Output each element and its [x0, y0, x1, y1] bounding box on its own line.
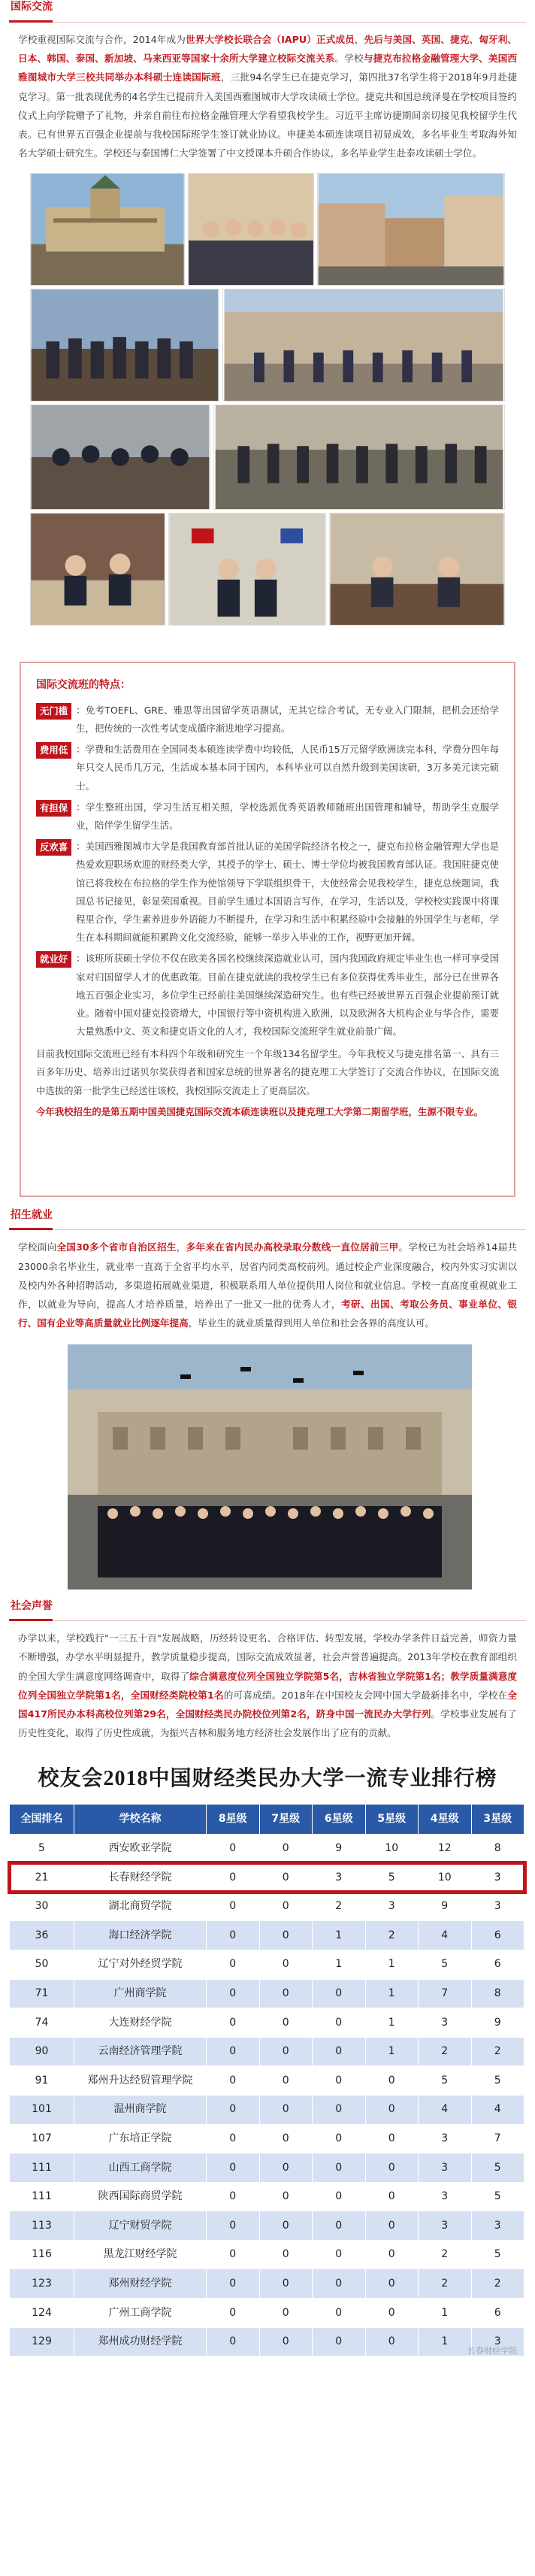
count-cell: 3: [419, 2153, 472, 2183]
school-cell: 广州商学院: [74, 1979, 207, 2008]
table-row: [10, 2037, 524, 2066]
count-cell: 7: [419, 1979, 472, 2008]
table-row: [10, 1950, 524, 1979]
count-cell: 1: [313, 1921, 366, 1950]
school-cell: 海口经济学院: [74, 1921, 207, 1950]
rank-cell: 123: [10, 2269, 74, 2299]
count-cell: 0: [259, 1950, 313, 1979]
photo-office-meeting: [329, 513, 505, 626]
rank-cell: 30: [10, 1892, 74, 1921]
table-row: [10, 2008, 524, 2038]
text-run: ，: [176, 1241, 186, 1253]
feature-item-threshold: [36, 702, 499, 738]
section-title: 招生就业: [9, 1205, 53, 1231]
count-cell: 0: [313, 2269, 366, 2299]
feature-text: ：免考TOEFL、GRE、雅思等出国留学英语测试，无其它综合考试，无专业入门限制，把机会还给学生，把传统的一次性考试变成循序渐进地学习提高。: [76, 704, 499, 735]
count-cell: 0: [207, 2269, 260, 2299]
col-3star: 3星级: [471, 1804, 524, 1834]
col-8star: 8星级: [207, 1804, 260, 1834]
photo-classroom: [30, 405, 210, 510]
admission-text: [18, 1238, 517, 1332]
feature-item-guarantee: [36, 799, 499, 835]
count-cell: 1: [313, 1950, 366, 1979]
count-cell: 0: [313, 2211, 366, 2241]
rank-cell: 124: [10, 2299, 74, 2328]
text-run: ，毕业生的就业质量得到用人单位和社会各界的高度认可。: [188, 1317, 435, 1329]
count-cell: 9: [471, 2008, 524, 2038]
col-4star: 4星级: [419, 1804, 472, 1834]
rank-cell: 5: [10, 1834, 74, 1863]
feature-text: ：学费和生活费用在全国同类本硕连读学费中均较低，人民币15万元留学欧洲读完本科，学费分四年每年只交人民币几万元，生活成本基本同于国内，本科毕业可以自然升级到美国读研，3万多美元读完硕士。: [76, 744, 499, 792]
school-cell: 广东培正学院: [74, 2124, 207, 2153]
count-cell: 0: [313, 2008, 366, 2038]
count-cell: 0: [259, 2182, 313, 2211]
count-cell: 0: [365, 2153, 419, 2183]
count-cell: 0: [207, 1892, 260, 1921]
school-cell: 湖北商贸学院: [74, 1892, 207, 1921]
highlight-text: 考研、出国、考取公务员、事业单位、银行、国有企业等高质量就业比例逐年提高: [18, 1298, 518, 1329]
col-6star: 6星级: [313, 1804, 366, 1834]
feature-enrollment-note: 今年我校招生的是第五期中国美国捷克国际交流本硕连读班以及捷克理工大学第二期留学班，生源不限专业。: [36, 1105, 483, 1117]
count-cell: 0: [259, 2299, 313, 2328]
school-cell: 云南经济管理学院: [74, 2037, 207, 2066]
count-cell: 0: [365, 2124, 419, 2153]
section-header-international: [9, 0, 526, 23]
col-7star: 7星级: [259, 1804, 313, 1834]
count-cell: 3: [471, 2211, 524, 2241]
section-title: 国际交流: [9, 0, 53, 23]
count-cell: 0: [207, 2211, 260, 2241]
photo-graduation: [68, 1344, 472, 1590]
highlight-text: 综合满意度位列全国独立学院第5名，吉林省独立学院第1名；教学质量满意度位列全国独立学院第1名，全国财经类院校第1名: [18, 1670, 517, 1701]
footer-space: [0, 2346, 535, 2364]
highlight-text: 全国417所民办本科高校位列第29名，全国财经类民办院校位列第2名，跻身中国一流民办大学行列: [18, 1689, 517, 1720]
table-row: [10, 2240, 524, 2269]
school-cell: 广州工商学院: [74, 2299, 207, 2328]
photo-castle: [30, 173, 185, 286]
count-cell: 0: [207, 1921, 260, 1950]
table-header-row: [10, 1804, 524, 1834]
school-cell: 陕西国际商贸学院: [74, 2182, 207, 2211]
table-row: [10, 2211, 524, 2241]
count-cell: 0: [313, 2327, 366, 2356]
count-cell: 2: [419, 2269, 472, 2299]
count-cell: 3: [419, 2124, 472, 2153]
count-cell: 0: [259, 1979, 313, 2008]
photo-square-group: [222, 289, 505, 402]
table-row: [10, 2095, 524, 2124]
count-cell: 2: [365, 1921, 419, 1950]
ranking-table-body: [10, 1834, 524, 2356]
count-cell: 0: [207, 2182, 260, 2211]
feature-tag: 就业好: [36, 951, 71, 968]
count-cell: 0: [207, 2153, 260, 2183]
count-cell: 0: [259, 2211, 313, 2241]
count-cell: 5: [471, 2066, 524, 2096]
count-cell: 0: [259, 2095, 313, 2124]
count-cell: 2: [419, 2037, 472, 2066]
count-cell: 3: [419, 2008, 472, 2038]
count-cell: 1: [419, 2327, 472, 2356]
count-cell: 0: [365, 2327, 419, 2356]
count-cell: 9: [313, 1834, 366, 1863]
feature-text: ：学生整班出国，学习生活互相关照，学校选派优秀英语教师随班出国管理和辅导，帮助学生克服学业，陪伴学生留学生活。: [76, 801, 499, 832]
count-cell: 2: [471, 2269, 524, 2299]
feature-item-employment: [36, 950, 499, 1041]
col-5star: 5星级: [365, 1804, 419, 1834]
count-cell: 1: [419, 2299, 472, 2328]
count-cell: 0: [365, 2095, 419, 2124]
count-cell: 4: [471, 2095, 524, 2124]
count-cell: 5: [419, 1950, 472, 1979]
table-row: [10, 1863, 524, 1893]
feature-text: ：该班所获硕士学位不仅在欧美各国名校继续深造就业认可，国内我国政府规定毕业生也一样可享受国家对归国留学人才的优惠政策。目前在捷克就读的我校学生已有多位获得优秀毕业生，部分已在世界各地五百强企业实习，多位学生已经前往美国继续深造研究生。也有些已经被世界五百强企业提前预订就业。随着中国对捷克投资增大，中国银行等中资机构进入欧洲，以及欧洲各大机构企业与华合作，需要大量熟悉中文、英文和捷克语文化的人才，我校国际交流班学生就业前景广阔。: [76, 953, 499, 1038]
ranking-title: 校友会2018中国财经类民办大学一流专业排行榜: [38, 1767, 497, 1791]
count-cell: 0: [259, 2066, 313, 2096]
rank-cell: 21: [10, 1863, 74, 1893]
count-cell: 0: [207, 2008, 260, 2038]
count-cell: 0: [207, 1863, 260, 1893]
highlight-text: 多年来在省内民办高校录取分数线一直位居前三甲: [186, 1241, 399, 1253]
count-cell: 9: [419, 1892, 472, 1921]
count-cell: 0: [259, 2124, 313, 2153]
count-cell: 0: [259, 1834, 313, 1863]
school-cell: 辽宁对外经贸学院: [74, 1950, 207, 1979]
feature-item-welcome: [36, 838, 499, 947]
count-cell: 8: [471, 1834, 524, 1863]
count-cell: 5: [471, 2240, 524, 2269]
count-cell: 12: [419, 1834, 472, 1863]
table-row: [10, 2327, 524, 2356]
count-cell: 10: [365, 1834, 419, 1863]
count-cell: 0: [207, 2066, 260, 2096]
section-header-reputation: [9, 1599, 526, 1621]
count-cell: 0: [259, 2240, 313, 2269]
count-cell: 0: [259, 2153, 313, 2183]
school-cell: 温州商学院: [74, 2095, 207, 2124]
table-row: [10, 2124, 524, 2153]
count-cell: 5: [419, 2066, 472, 2096]
rank-cell: 90: [10, 2037, 74, 2066]
count-cell: 0: [313, 2066, 366, 2096]
count-cell: 2: [471, 2037, 524, 2066]
photo-collage: [0, 173, 535, 639]
count-cell: 0: [365, 2269, 419, 2299]
count-cell: 3: [419, 2211, 472, 2241]
ranking-table: [9, 1804, 524, 2357]
feature-item-cost: [36, 741, 499, 796]
count-cell: 0: [313, 2095, 366, 2124]
count-cell: 0: [259, 1863, 313, 1893]
photo-campus-group: [213, 405, 505, 510]
school-cell: 郑州成功财经学院: [74, 2327, 207, 2356]
count-cell: 0: [313, 2299, 366, 2328]
watermark: 长春财经学院: [467, 2346, 517, 2356]
rank-cell: 111: [10, 2153, 74, 2183]
count-cell: 0: [313, 2124, 366, 2153]
col-rank: 全国排名: [10, 1804, 74, 1834]
count-cell: 1: [365, 1979, 419, 2008]
count-cell: 0: [259, 2327, 313, 2356]
count-cell: 8: [471, 1979, 524, 2008]
count-cell: 4: [419, 2095, 472, 2124]
table-row: [10, 2269, 524, 2299]
text-run: 。学校: [334, 53, 364, 65]
count-cell: 2: [419, 2240, 472, 2269]
photo-signing: [30, 513, 165, 626]
highlight-text: 全国30多个省市自治区招生: [56, 1241, 177, 1253]
rank-cell: 74: [10, 2008, 74, 2038]
section-title: 社会声誉: [9, 1596, 53, 1622]
text-run: 学校重视国际交流与合作，2014年成为: [18, 34, 186, 45]
school-cell: 黑龙江财经学院: [74, 2240, 207, 2269]
count-cell: 0: [207, 1950, 260, 1979]
count-cell: 0: [207, 2095, 260, 2124]
school-cell: 长春财经学院: [74, 1863, 207, 1893]
school-cell: 辽宁财贸学院: [74, 2211, 207, 2241]
count-cell: 0: [365, 2211, 419, 2241]
feature-tag: 有担保: [36, 800, 71, 817]
feature-tag: 无门槛: [36, 703, 71, 720]
text-run: 。学校事业发展有了历史性变化，取得了历史性成就，为振兴吉林和服务地方经济社会发展作出了应有的贡献。: [18, 1708, 517, 1739]
photo-flags-meeting: [168, 513, 326, 626]
rank-cell: 107: [10, 2124, 74, 2153]
count-cell: 0: [207, 2327, 260, 2356]
count-cell: 0: [313, 2182, 366, 2211]
table-row: [10, 1921, 524, 1950]
count-cell: 7: [471, 2124, 524, 2153]
count-cell: 6: [471, 1921, 524, 1950]
rank-cell: 101: [10, 2095, 74, 2124]
count-cell: 0: [365, 2240, 419, 2269]
count-cell: 6: [471, 1950, 524, 1979]
photo-group-indoor: [188, 173, 314, 286]
count-cell: 0: [365, 2066, 419, 2096]
count-cell: 0: [365, 2299, 419, 2328]
count-cell: 3: [313, 1863, 366, 1893]
text-run: 。学校已为社会培养14届共23000余名毕业生，就业率一直高于全省平均水平，居省内同类高校前列。通过校企产业深度融合，校内外实习实训以及校内外各种招聘活动，多渠道拓展就业渠道，积极联系用人单位提供用人岗位和就业信息。学校一直高度重视就业工作，以就业为导向，提高人才培养质量，培养出了一批又一批的优秀人才，: [18, 1241, 518, 1310]
count-cell: 0: [207, 1979, 260, 2008]
rank-cell: 113: [10, 2211, 74, 2241]
count-cell: 1: [365, 2037, 419, 2066]
rank-cell: 116: [10, 2240, 74, 2269]
school-cell: 山西工商学院: [74, 2153, 207, 2183]
count-cell: 1: [365, 2008, 419, 2038]
count-cell: 3: [365, 1892, 419, 1921]
school-cell: 郑州升达经贸管理学院: [74, 2066, 207, 2096]
count-cell: 10: [419, 1863, 472, 1893]
text-run: ，三批94名学生已在捷克学习，第四批37名学生将于2018年9月赴捷克学习。第一批表现优秀的4名学生已提前升入美国西雅图城市大学攻读硕士学位。捷克共和国总统泽曼在学校项目签约仪式上向学院赠予了礼物，并亲自前往布拉格金融管理大学看望我校学生。习近平主席访捷期间亲切接见我校留学生代表。已有世界五百强企业提前与我校国际班学生签订就业协议。申捷美本硕连读项目初显成效，多名毕业生考取海外知名大学硕士研究生。学校还与泰国博仁大学签署了中文授课本升硕合作协议，多名毕业学生赴泰攻读硕士学位。: [18, 71, 517, 159]
feature-tag: 费用低: [36, 742, 71, 759]
feature-summary: 目前我校国际交流班已经有本科四个年级和研究生一个年级134名留学生。今年我校又与捷克排名第一、具有三百多年历史、培养出过诺贝尔奖获得者和国家总统的世界著名的捷克理工大学签订了交流合作协议，在国际交流中选拔的第一批学生已经送往该校，我校国际交流走上了更高层次。: [36, 1048, 499, 1096]
text-run: 学校面向: [18, 1241, 57, 1253]
count-cell: 5: [471, 2182, 524, 2211]
school-cell: 大连财经学院: [74, 2008, 207, 2038]
rank-cell: 91: [10, 2066, 74, 2096]
count-cell: 0: [259, 1921, 313, 1950]
rank-cell: 71: [10, 1979, 74, 2008]
table-row: [10, 2299, 524, 2328]
table-row: [10, 1892, 524, 1921]
ranking-table-wrapper: [0, 1804, 535, 2357]
count-cell: 3: [471, 1892, 524, 1921]
count-cell: 0: [259, 2008, 313, 2038]
count-cell: 0: [259, 2037, 313, 2066]
count-cell: 0: [313, 1979, 366, 2008]
section-header-admission: [9, 1208, 526, 1230]
text-run: 办学以来，学校践行"一三五十百"发展战略，历经转设更名、合格评估、转型发展，学校办学条件日益完善，师资力量不断增强，办学水平明显提升，教学质量稳步提高，国际交流成效显著，社会声誉普遍提高。2013年学校在教育部组织的全国大学生满意度网络调查中，取得了: [18, 1632, 517, 1682]
photo-city-street: [317, 173, 505, 286]
count-cell: 0: [313, 2153, 366, 2183]
count-cell: 0: [207, 2240, 260, 2269]
table-row: [10, 2153, 524, 2183]
col-school: 学校名称: [74, 1804, 207, 1834]
count-cell: 4: [419, 1921, 472, 1950]
rank-cell: 50: [10, 1950, 74, 1979]
table-row: [10, 2066, 524, 2096]
table-row: [10, 1834, 524, 1863]
count-cell: 0: [207, 2299, 260, 2328]
count-cell: 5: [471, 2153, 524, 2183]
count-cell: 3: [419, 2182, 472, 2211]
count-cell: 0: [207, 1834, 260, 1863]
count-cell: 1: [365, 1950, 419, 1979]
count-cell: 3: [471, 2327, 524, 2356]
count-cell: 3: [471, 1863, 524, 1893]
text-run: ，: [354, 34, 364, 45]
count-cell: 0: [259, 2269, 313, 2299]
count-cell: 0: [207, 2037, 260, 2066]
feature-box: [20, 662, 515, 1197]
table-row: [10, 1979, 524, 2008]
count-cell: 0: [313, 2037, 366, 2066]
count-cell: 0: [207, 2124, 260, 2153]
school-cell: 郑州财经学院: [74, 2269, 207, 2299]
count-cell: 2: [313, 1892, 366, 1921]
count-cell: 6: [471, 2299, 524, 2328]
international-intro: [18, 30, 517, 162]
feature-tag: 反欢喜: [36, 839, 71, 856]
text-run: 的可喜成绩。2018年在中国校友会网中国大学最新排名中，学校在: [223, 1689, 508, 1701]
count-cell: 0: [313, 2240, 366, 2269]
rank-cell: 129: [10, 2327, 74, 2356]
count-cell: 5: [365, 1863, 419, 1893]
highlight-text: 与捷克布拉格金融管理大学、美国西雅图城市大学三校共同举办本科硕士连读国际班: [18, 53, 518, 83]
count-cell: 0: [259, 1892, 313, 1921]
highlight-text: 世界大学校长联合会（IAPU）正式成员: [186, 34, 355, 45]
feature-text: ：美国西雅图城市大学是我国教育部首批认证的美国学院经济名校之一，捷克布拉格金融管理大学也是热爱欢迎职场欢迎的财经类大学，其授予的学士、硕士、博士学位均被我国教育部认证。我国驻捷克使馆已将我校在布拉格的学生作为使馆领导下学联组织骨干，大使经常会见我校学生，捷克总统题词，我国总书记接见，彰显荣国重视。目前学生通过本国语言写作，在学习，生活以及，学校校实践课中将课程里合作，学生素养进步外语能力不断提升，在学习和生活中积累经验中会接触的外国学生与老师，学生在本科期间就能积累跨文化交流经验，能够一举步入毕业的工作，视野更加开阔。: [76, 841, 499, 944]
count-cell: 0: [365, 2182, 419, 2211]
school-cell: 西安欧亚学院: [74, 1834, 207, 1863]
photo-students-group: [30, 289, 219, 402]
feature-title: 国际交流班的特点：: [36, 679, 131, 692]
table-row: [10, 2182, 524, 2211]
rank-cell: 111: [10, 2182, 74, 2211]
rank-cell: 36: [10, 1921, 74, 1950]
reputation-text: [18, 1629, 517, 1742]
highlight-text: 先后与美国、英国、捷克、匈牙利、日本、韩国、泰国、新加坡、马来西亚等国家十余所大学建立校际交流关系: [18, 34, 518, 65]
